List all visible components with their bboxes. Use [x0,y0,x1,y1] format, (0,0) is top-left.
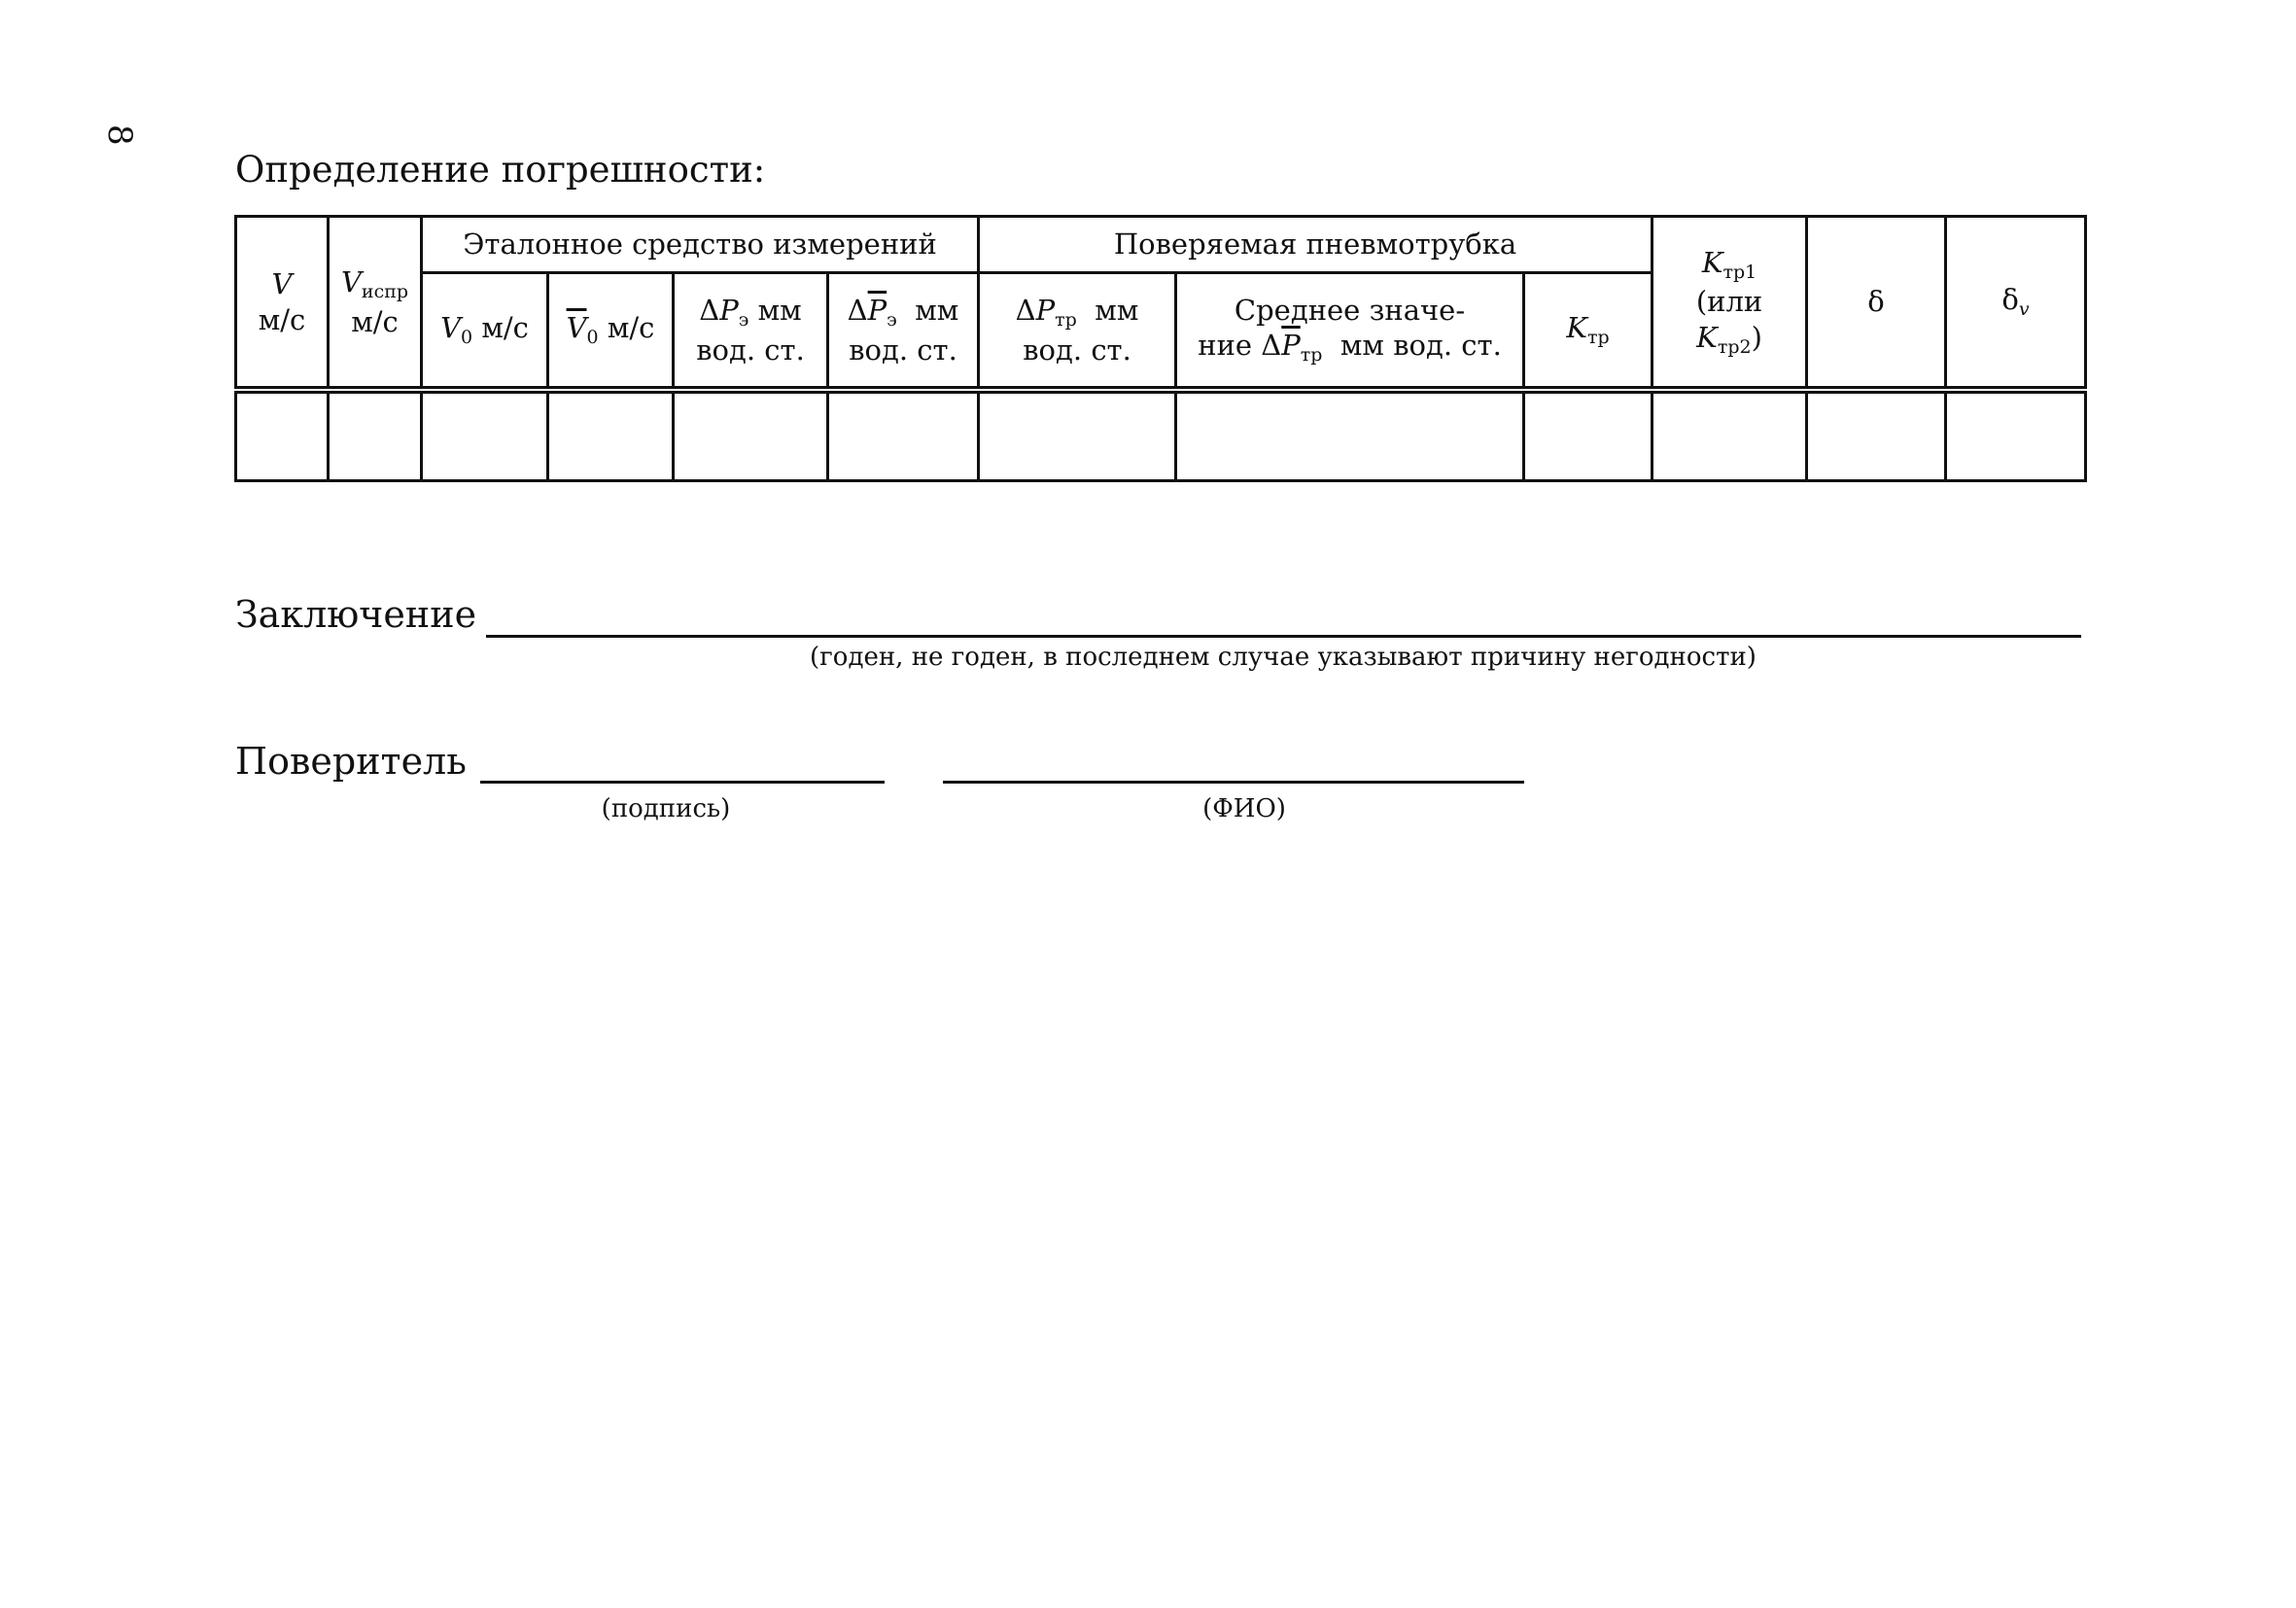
v-unit: м/с [258,302,306,336]
header-k-tr1 [1652,217,1807,391]
dp-e-unit2: вод. ст. [696,332,805,367]
dp-tr-unit1: мм [1076,294,1139,327]
signature-hint: (подпись) [601,794,731,823]
table-cell[interactable] [1807,390,1946,481]
v-ispr-symbol: V [340,265,362,298]
error-table-container [234,215,2084,482]
header-dp-tr [979,273,1176,391]
conclusion-label: Заключение [235,593,477,636]
signature-line[interactable] [480,781,885,784]
v-symbol: V [271,267,293,301]
k-tr2-symbol: K [1696,320,1718,354]
table-cell[interactable] [828,390,979,481]
dp-tr-symbol: P [1035,294,1056,327]
k-tr1-or: (или [1695,285,1763,319]
header-v0-mean [548,273,674,391]
v0-mean-unit: м/с [598,311,655,345]
table-cell[interactable] [1176,390,1524,481]
dp-e-sub: э [738,309,749,331]
table-cell[interactable] [674,390,828,481]
dp-e-unit1: мм [748,294,802,327]
header-dp-e-mean [828,273,979,391]
delta-v-sub: v [2018,298,2030,321]
table-cell[interactable] [329,390,422,481]
dp-tr-mean-unit: мм вод. ст. [1322,329,1502,363]
v0-mean-symbol: $\overline{V}$ [566,311,587,345]
k-tr-symbol: K [1566,311,1588,345]
dp-e-mean-symbol: $\overline{P}$ [867,294,887,327]
conclusion-line[interactable] [486,635,2081,638]
header-v [236,217,329,391]
header-delta [1807,217,1946,391]
v0-sub: 0 [461,327,473,349]
page-number: 8 [100,124,139,146]
verifier-label: Поверитель [235,740,467,783]
name-line[interactable] [943,781,1524,784]
table-cell[interactable] [422,390,548,481]
k-tr2-sub: тр2 [1717,335,1752,358]
dp-tr-mean-sub: тр [1300,344,1323,367]
k-tr2-close: ) [1751,320,1762,354]
table-cell[interactable] [979,390,1176,481]
v0-symbol: V [440,311,462,345]
table-header-row [236,217,2086,273]
v0-unit: м/с [472,311,529,345]
dp-e-symbol: P [719,294,739,327]
delta-v-symbol: δ [2001,283,2019,317]
k-tr1-sub: тр1 [1722,261,1757,283]
error-determination-table [234,215,2087,482]
header-v0 [422,273,548,391]
dp-tr-unit2: вод. ст. [1023,332,1131,367]
header-group-tested: Поверяемая пневмотрубка [979,217,1652,273]
header-group-reference: Эталонное средство измерений [422,217,979,273]
dp-e-mean-unit1: мм [896,294,959,327]
dp-e-mean-unit2: вод. ст. [849,332,957,367]
dp-e-mean-prefix: Δ [847,294,868,327]
header-v-ispr [329,217,422,391]
delta-symbol: δ [1867,285,1885,319]
header-dp-e [674,273,828,391]
table-row [236,390,2086,481]
v-ispr-unit: м/с [351,304,399,338]
table-cell[interactable] [1524,390,1652,481]
header-dp-tr-mean [1176,273,1524,391]
dp-tr-mean-symbol: $\overline{P}$ [1281,329,1301,363]
v0-mean-sub: 0 [586,327,599,349]
table-cell[interactable] [548,390,674,481]
section-title: Определение погрешности: [235,149,766,191]
dp-tr-sub: тр [1055,309,1077,331]
dp-e-mean-sub: э [887,309,897,331]
k-tr-sub: тр [1587,327,1610,349]
v-ispr-sub: испр [361,281,409,302]
dp-tr-prefix: Δ [1015,294,1036,327]
k-tr1-symbol: K [1701,245,1723,279]
header-k-tr [1524,273,1652,391]
dp-tr-mean-prefix: ние Δ [1198,329,1282,363]
name-hint: (ФИО) [1202,794,1286,823]
table-cell[interactable] [236,390,329,481]
table-cell[interactable] [1652,390,1807,481]
dp-tr-mean-line1: Среднее значе- [1234,294,1466,327]
header-delta-v [1946,217,2086,391]
dp-e-prefix: Δ [699,294,720,327]
table-cell[interactable] [1946,390,2086,481]
conclusion-hint: (годен, не годен, в последнем случае указывают причину негодности) [810,643,1757,672]
